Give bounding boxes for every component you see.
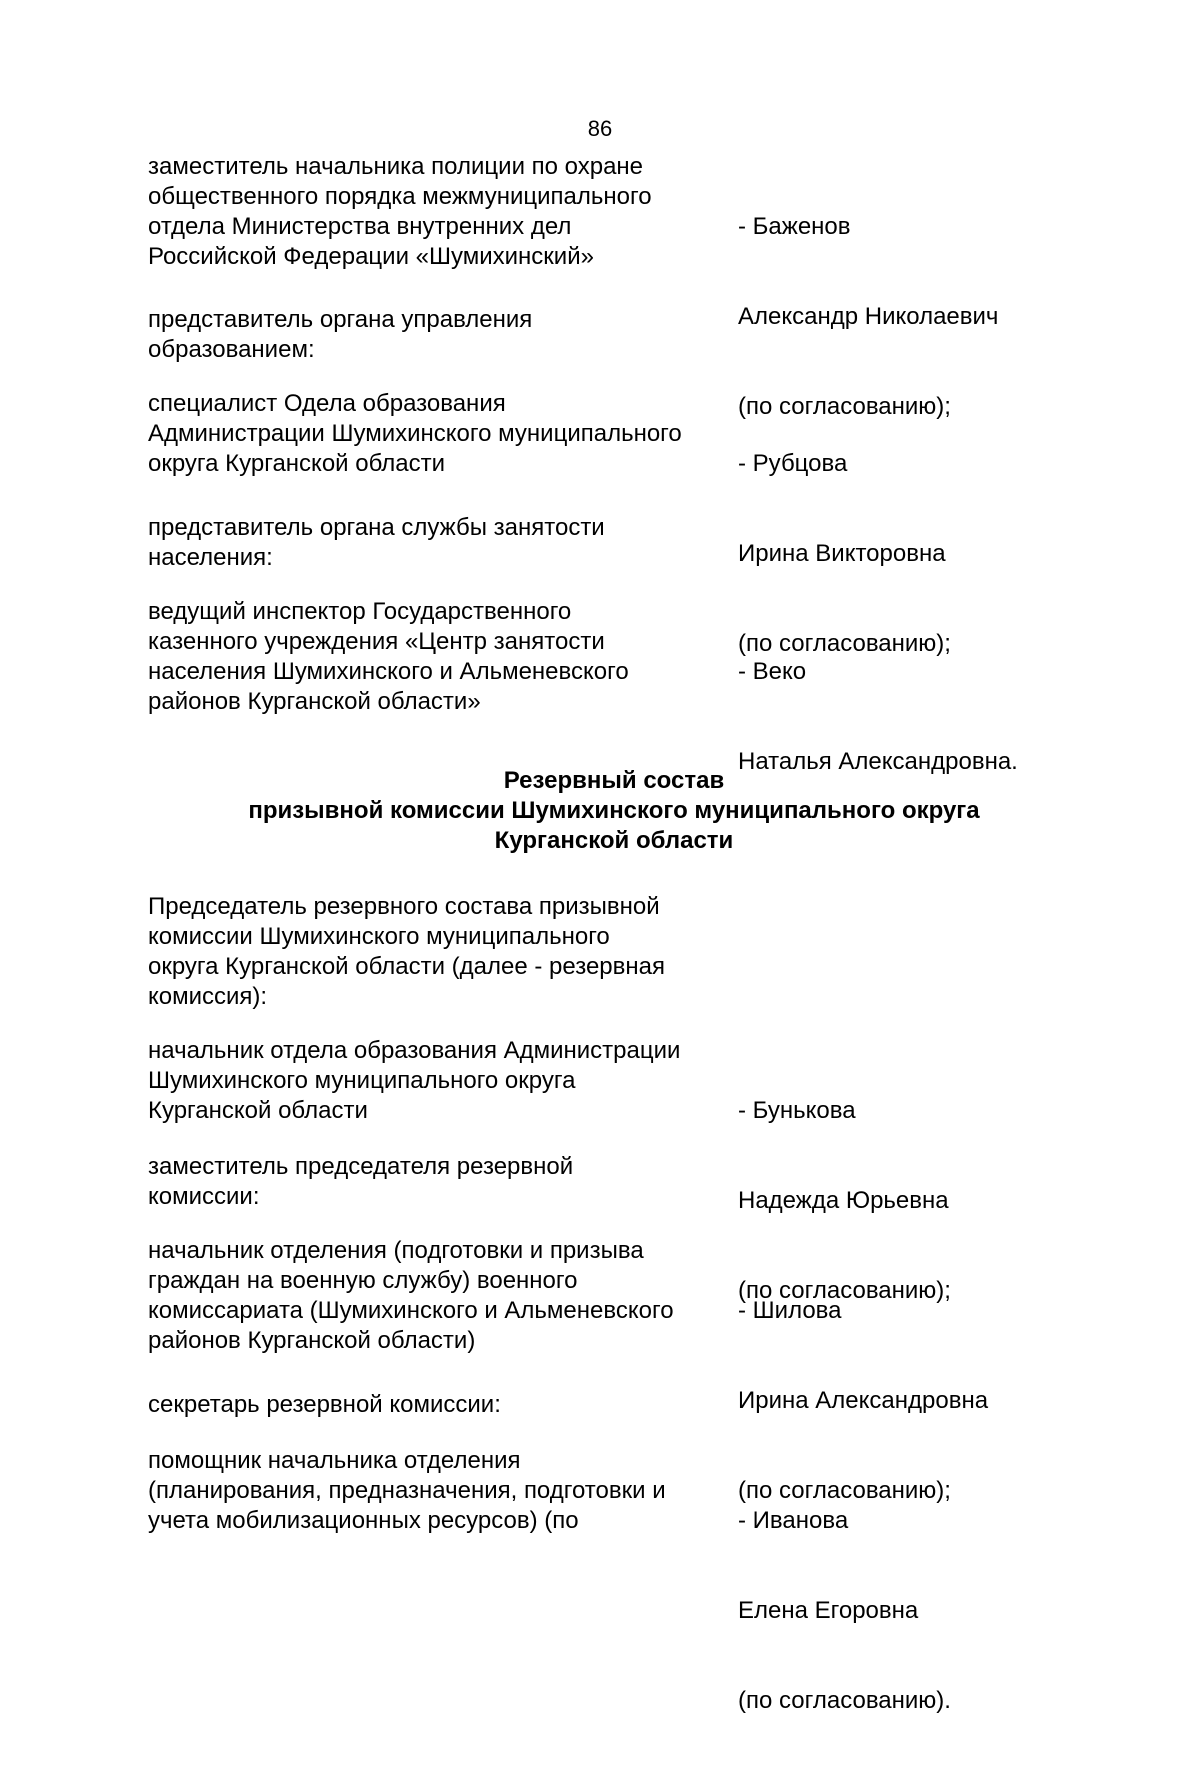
entry-person: - Иванова Елена Егоровна (по согласованию).: [738, 1507, 951, 1714]
entry-person: - Бунькова Надежда Юрьевна (по согласованию);: [738, 1097, 951, 1304]
entry-position: начальник отдела образования Администрации Шумихинского муниципального округа Курганской области: [148, 1037, 681, 1124]
entry-ivanova: [148, 1446, 1080, 1714]
entry-person: - Веко Наталья Александровна.: [738, 658, 1018, 775]
entry-veko: [148, 597, 1080, 775]
section-label-chairman: Председатель резервного состава призывной комиссии Шумихинского муниципального округа Курганской области (далее - резервная комиссия):: [148, 893, 665, 1010]
section-label-education: представитель органа управления образованием:: [148, 306, 533, 363]
entry-person: - Рубцова Ирина Викторовна (по согласованию);: [738, 450, 951, 657]
entry-position: заместитель начальника полиции по охране общественного порядка межмуниципального отдела Министерства внутренних дел Российской Федерации «Шумихинский»: [148, 153, 652, 270]
section-label-secretary: секретарь резервной комиссии:: [148, 1391, 501, 1418]
entry-position: ведущий инспектор Государственного казенного учреждения «Центр занятости населения Шумихинского и Альменевского районов Курганской области»: [148, 598, 629, 715]
section-heading: Резервный состав призывной комиссии Шумихинского муниципального округа Курганской области: [248, 767, 980, 854]
entry-position: начальник отделения (подготовки и призыва граждан на военную службу) военного комиссариата (Шумихинского и Альменевского районов Курганской области): [148, 1237, 674, 1354]
page-number: 86: [587, 116, 613, 141]
entry-person: - Баженов Александр Николаевич (по согласованию);: [738, 213, 999, 420]
entry-position: специалист Одела образования Администрации Шумихинского муниципального округа Курганской области: [148, 390, 682, 477]
entry-position: помощник начальника отделения (планирования, предназначения, подготовки и учета мобилизационных ресурсов) (по: [148, 1447, 666, 1534]
entry-person: - Шилова Ирина Александровна (по согласованию);: [738, 1297, 989, 1504]
section-label-employment: представитель органа службы занятости населения:: [148, 514, 605, 571]
section-label-deputy: заместитель председателя резервной комиссии:: [148, 1153, 574, 1210]
